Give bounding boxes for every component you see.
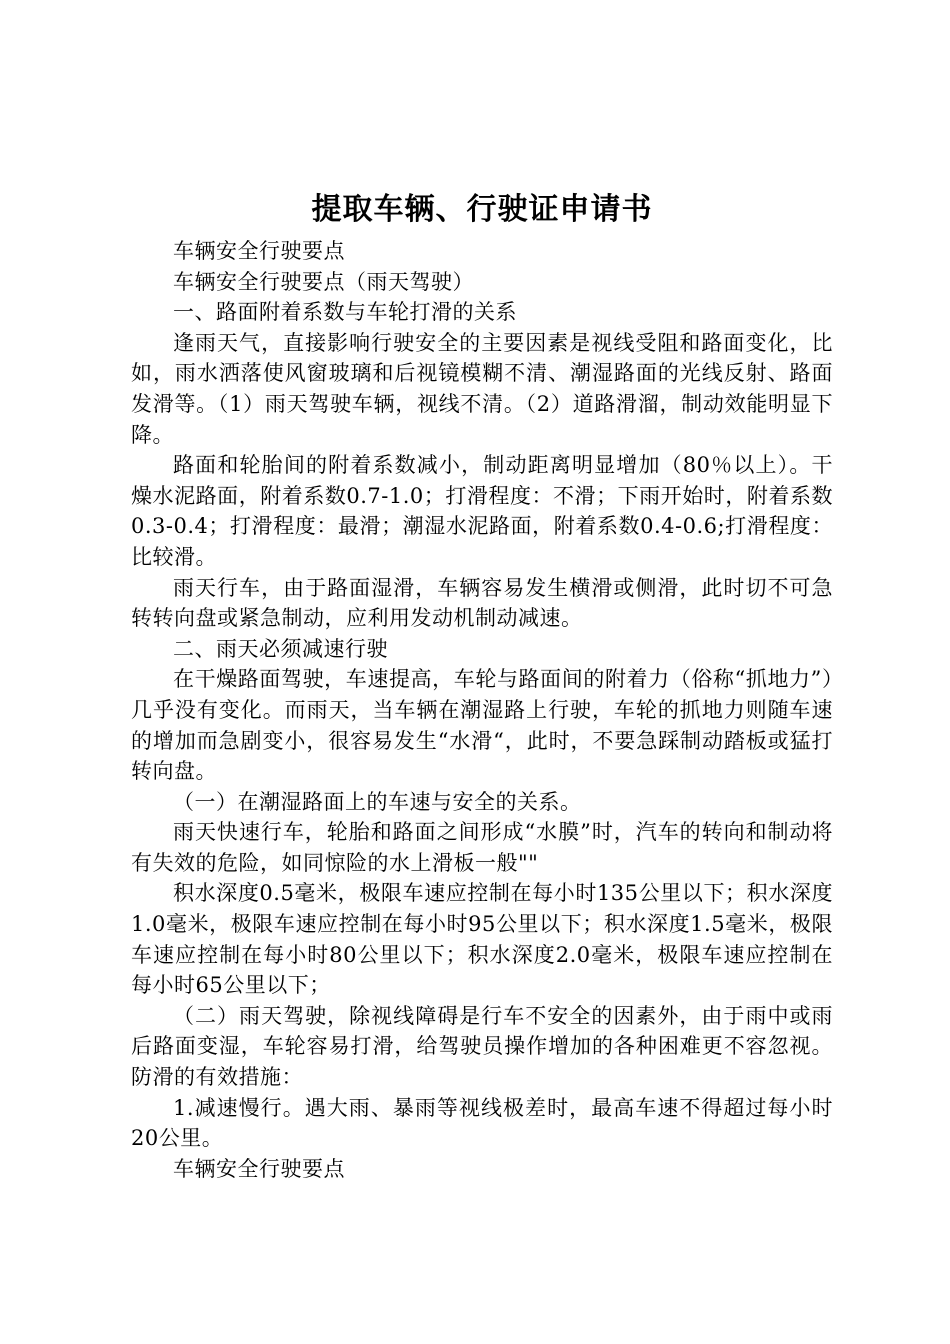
document-title: 提取车辆、行驶证申请书 (311, 192, 653, 227)
paragraph-subheading-rain: 车辆安全行驶要点（雨天驾驶） (173, 269, 474, 294)
paragraph-water-depth-speeds: 积水深度0.5毫米，极限车速应控制在每小时135公里以下；积水深度1.0毫米，极限车速应控制在每小时95公里以下；积水深度1.5毫米，极限车速应控制在每小时80公里以下；积水深度2.0毫米，极限车速应控制在每小时65公里以下； (131, 881, 833, 998)
paragraph-adhesion-coefficients: 路面和轮胎间的附着系数减小，制动距离明显增加（80％以上）。干燥水泥路面，附着系数0.7-1.0；打滑程度：不滑；下雨开始时，附着系数0.3-0.4；打滑程度：最滑；潮湿水泥路面，附着系数0.4-0.6;打滑程度：比较滑。 (131, 453, 833, 569)
paragraph-closing-heading: 车辆安全行驶要点 (173, 1156, 345, 1181)
paragraph-measure-slow-down: 1.减速慢行。遇大雨、暴雨等视线极差时，最高车速不得超过每小时20公里。 (131, 1095, 833, 1151)
paragraph-rain-factors: 逢雨天气，直接影响行驶安全的主要因素是视线受阻和路面变化，比如，雨水洒落使风窗玻璃和后视镜模糊不清、潮湿路面的光线反射、路面发滑等。（1）雨天驾驶车辆，视线不清。（2）道路滑溜，制动效能明显下降。 (131, 330, 833, 447)
paragraph-section-one-heading: 一、路面附着系数与车轮打滑的关系 (173, 300, 517, 325)
paragraph-section-two-heading: 二、雨天必须减速行驶 (173, 636, 388, 661)
paragraph-water-film: 雨天快速行车，轮胎和路面之间形成“水膜”时，汽车的转向和制动将有失效的危险，如同惊险的水上滑板一般"" (131, 820, 833, 875)
paragraph-subsection-one-heading: （一）在潮湿路面上的车速与安全的关系。 (173, 789, 582, 814)
paragraph-heading-main: 车辆安全行驶要点 (173, 239, 345, 263)
paragraph-grip-and-speed: 在干燥路面驾驶，车速提高，车轮与路面间的附着力（俗称“抓地力”）几乎没有变化。而雨天，当车辆在潮湿路上行驶，车轮的抓地力则随车速的增加而急剧变小，很容易发生“水滑“，此时，不要急踩制动踏板或猛打转向盘。 (131, 667, 833, 784)
document-page (131, 188, 833, 1184)
paragraph-skid-warning: 雨天行车，由于路面湿滑，车辆容易发生横滑或侧滑，此时切不可急转转向盘或紧急制动，应利用发动机制动减速。 (131, 575, 833, 631)
paragraph-subsection-two: （二）雨天驾驶，除视线障碍是行车不安全的因素外，由于雨中或雨后路面变湿，车轮容易打滑，给驾驶员操作增加的各种困难更不容忽视。防滑的有效措施： (131, 1003, 833, 1090)
